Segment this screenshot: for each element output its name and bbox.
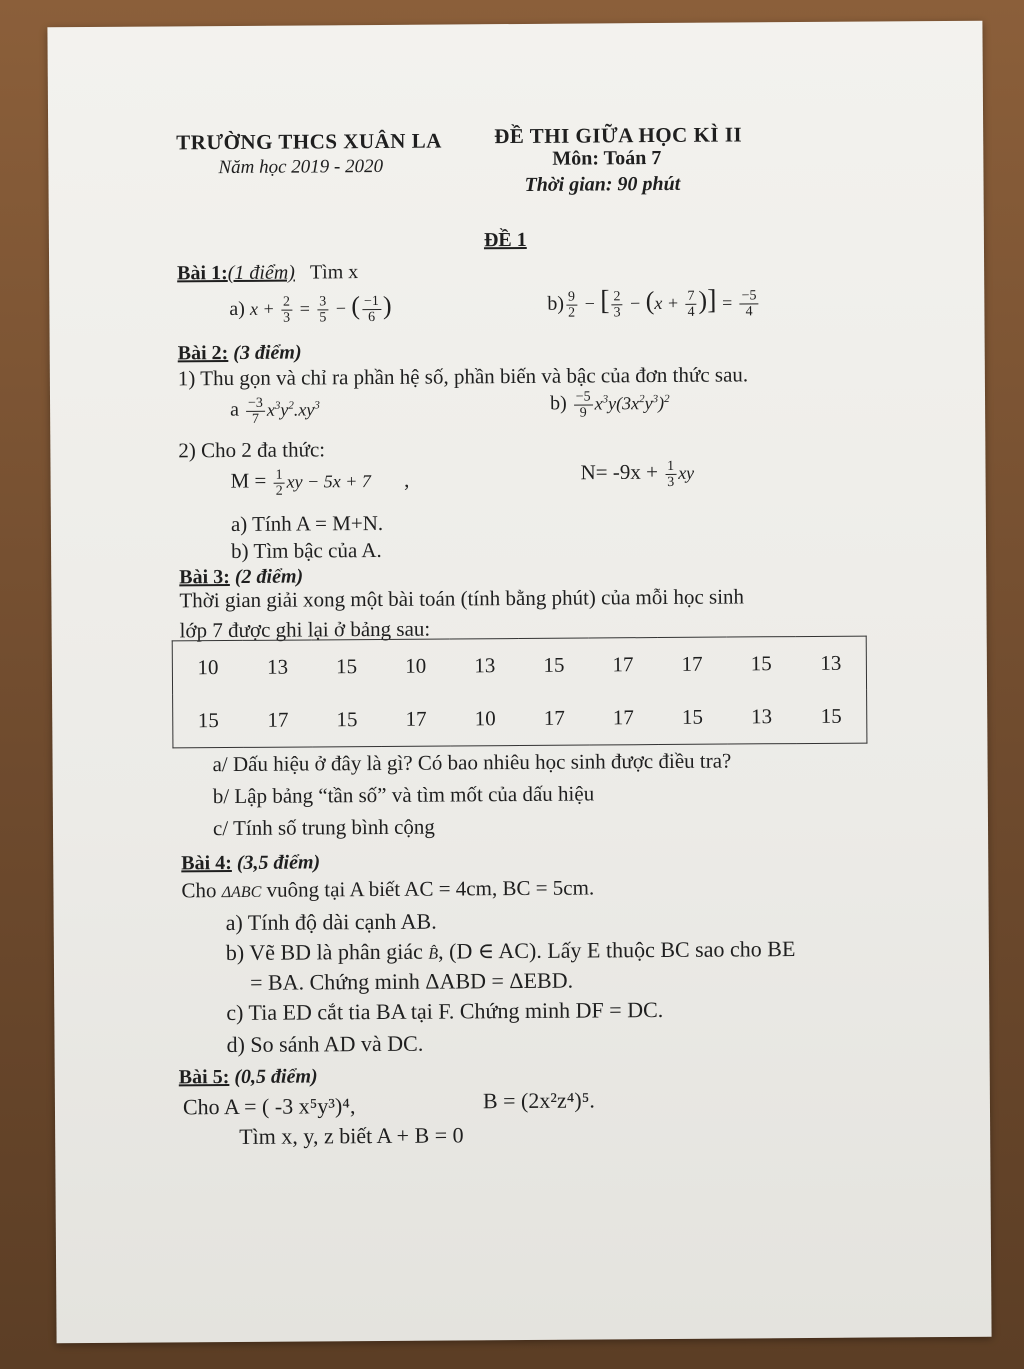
table-cell: 13 [750, 704, 773, 729]
bai4-title: Bài 4: [181, 852, 232, 875]
bai2-m-label: M = [230, 468, 267, 493]
bai3-data-table [172, 636, 868, 749]
bai4-b-text: b) Vẽ BD là phân giác [225, 938, 423, 966]
bai2-q1b-label: b) [549, 392, 567, 415]
exam-paper [47, 21, 991, 1343]
table-cell: 17 [543, 705, 565, 730]
table-cell: 17 [405, 706, 427, 731]
school-name: TRƯỜNG THCS XUÂN LA [176, 128, 442, 155]
table-cell: 15 [820, 703, 842, 728]
bai1-b-label: b) [547, 292, 565, 315]
school-year: Năm học 2019 - 2020 [218, 155, 384, 179]
table-cell: 10 [474, 706, 496, 731]
bai2-question1: 1) Thu gọn và chỉ ra phần hệ số, phần biến và bậc của đơn thức sau. [177, 362, 749, 391]
bai4-triangle: ΔABC [221, 883, 262, 902]
bai5-heading [179, 1065, 318, 1089]
bai5-expression-a: Cho A = ( -3 x⁵y³)⁴, [182, 1093, 356, 1120]
table-cell: 13 [820, 650, 842, 675]
exam-subject: Môn: Toán 7 [552, 146, 662, 170]
bai3-part-a: a/ Dấu hiệu ở đây là gì? Có bao nhiêu học sinh được điều tra? [212, 748, 732, 777]
bai2-polynomial-m: M = $\frac{1}{2}$ xy − 5x + 7 , [230, 467, 410, 499]
bai1-part-b: b) $\frac{9}{2}$ − [ $\frac{2}{3}$ − (x + $\frac{7}{4}$ )] = $\frac{-5}{4}$ [547, 284, 760, 321]
exam-duration: Thời gian: 90 phút [524, 172, 681, 196]
bai4-part-d: d) So sánh AD và DC. [226, 1030, 424, 1058]
table-row [173, 690, 867, 748]
bai3-intro-line2: lớp 7 được ghi lại ở bảng sau: [179, 616, 431, 643]
bai2-q1a-label: a [230, 398, 240, 421]
bai1-points: (1 điểm) [227, 261, 295, 285]
bai2-title: Bài 2: [177, 342, 229, 365]
table-cell: 13 [474, 653, 496, 678]
bai5-expression-b: B = (2x²z⁴)⁵. [482, 1087, 595, 1114]
bai1-title: Bài 1: [177, 262, 228, 285]
bai4-part-b-line1 [226, 936, 796, 966]
bai4-heading [181, 851, 320, 875]
bai2-heading [178, 342, 302, 366]
bai3-heading [179, 566, 303, 590]
table-cell: 15 [681, 704, 704, 729]
bai4-angle-b: B̂ [428, 945, 439, 963]
table-cell: 15 [197, 708, 219, 733]
table-cell: 15 [750, 651, 772, 676]
bai4-points: (3,5 điểm) [236, 851, 321, 874]
bai2-n-label: N= -9x + [580, 459, 658, 485]
table-cell: 15 [336, 707, 358, 732]
table-cell: 15 [543, 652, 565, 677]
bai2-q1-a: a $\frac{-3}{7}$ $x^3y^2.xy^3$ [230, 395, 320, 427]
bai2-polynomial-n: N= -9x + $\frac{1}{3}$ xy [580, 458, 695, 490]
table-cell: 17 [612, 652, 634, 677]
bai3-part-c: c/ Tính số trung bình cộng [212, 814, 435, 841]
bai5-question: Tìm x, y, z biết A + B = 0 [239, 1122, 464, 1149]
bai1-part-a: a) x + $\frac{2}{3}$ = $\frac{3}{5}$ − ( $\frac{-1}{6}$ ) [229, 290, 392, 327]
table-cell: 17 [681, 651, 703, 676]
bai1-a-label: a) [229, 297, 246, 321]
table-cell: 15 [336, 654, 358, 679]
bai4-part-b-line2: = BA. Chứng minh ΔABD = ΔEBD. [250, 967, 574, 995]
table-cell: 13 [266, 654, 289, 679]
table-cell: 17 [612, 705, 634, 730]
bai2-part-b: b) Tìm bậc của A. [230, 537, 382, 564]
bai5-title: Bài 5: [178, 1066, 230, 1089]
bai4-part-a: a) Tính độ dài cạnh AB. [225, 908, 437, 936]
bai3-intro-line1: Thời gian giải xong một bài toán (tính bằng phút) của mỗi học sinh [179, 584, 745, 613]
table-row [172, 636, 866, 694]
exam-code: ĐỀ 1 [483, 228, 527, 252]
bai4-intro-post: vuông tại A biết AC = 4cm, BC = 5cm. [266, 875, 595, 902]
bai3-title: Bài 3: [179, 566, 230, 589]
table-cell: 10 [197, 655, 219, 680]
table-cell: 17 [267, 707, 289, 732]
bai4-b-text2: , (D ∈ AC). Lấy E thuộc BC sao cho BE [438, 936, 796, 964]
bai4-intro-pre: Cho [181, 878, 217, 903]
bai4-part-c: c) Tia ED cắt tia BA tại F. Chứng minh DF = DC. [226, 997, 664, 1026]
bai1-heading [177, 261, 358, 285]
exam-title: ĐỀ THI GIỮA HỌC KÌ II [494, 122, 743, 149]
bai3-points: (2 điểm) [234, 565, 304, 588]
bai4-intro [181, 875, 594, 903]
bai2-points: (3 điểm) [233, 341, 302, 364]
bai1-prompt: Tìm x [309, 261, 359, 284]
bai5-points: (0,5 điểm) [234, 1065, 318, 1089]
bai3-part-b: b/ Lập bảng “tần số” và tìm mốt của dấu hiệu [212, 781, 595, 809]
bai2-part-a: a) Tính A = M+N. [230, 510, 384, 537]
table-cell: 10 [405, 653, 427, 678]
bai2-q1-b: b) $\frac{-5}{9}$ $x^3y(3x^2y^3)^2$ [549, 389, 670, 421]
bai2-question2: 2) Cho 2 đa thức: [178, 437, 326, 463]
